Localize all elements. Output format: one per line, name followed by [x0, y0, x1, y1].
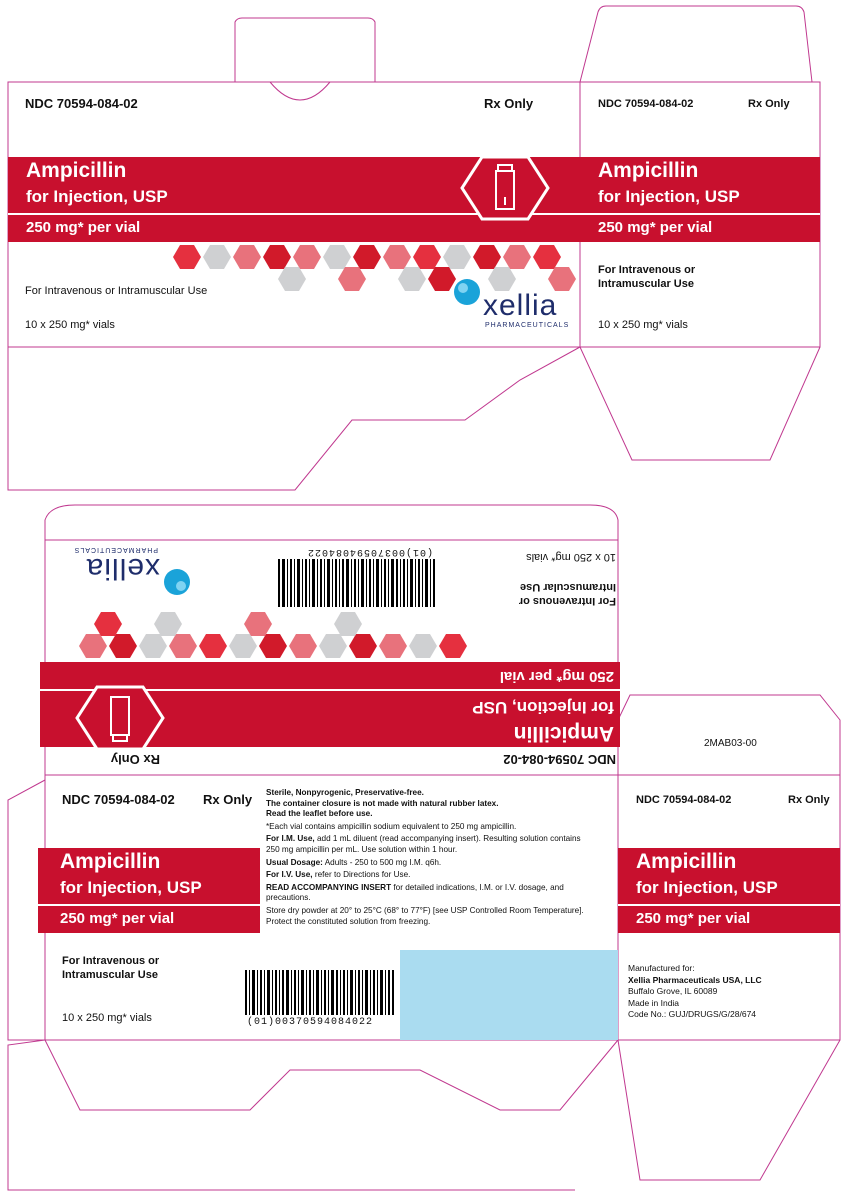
strength: 250 mg* per vial [598, 219, 713, 236]
vial-hexagon-icon [75, 683, 165, 753]
vial-hexagon-icon [460, 153, 550, 223]
ndc-flipped: NDC 70594-084-02 [503, 752, 616, 767]
hexagon-pattern [50, 610, 470, 660]
pack-count-flipped: 10 x 250 mg* vials [526, 551, 616, 563]
barcode [245, 970, 395, 1015]
varnish-free-area [400, 950, 618, 1040]
route-line2-bottom: Intramuscular Use [62, 969, 158, 981]
drug-name: Ampicillin [636, 850, 737, 873]
barcode-flipped [275, 559, 435, 607]
globe-logo-icon [452, 277, 482, 307]
route-line1-bottom: For Intravenous or [62, 955, 160, 967]
barcode-text: (01)00370594084022 [247, 1017, 374, 1028]
logo-wordmark: xellia [85, 552, 160, 585]
route-top-front: For Intravenous or Intramuscular Use [25, 285, 208, 297]
dosage-form: for Injection, USP [598, 187, 740, 206]
rx-only-flipped: Rx Only [110, 752, 160, 767]
drug-name: Ampicillin [513, 722, 614, 745]
dosage-form: for Injection, USP [636, 878, 778, 897]
info-line: *Each vial contains ampicillin sodium equivalent to 250 mg ampicillin. [266, 821, 517, 831]
pack-count-top-front: 10 x 250 mg* vials [25, 319, 115, 331]
product-band-top-side [580, 157, 820, 242]
dosage-form: for Injection, USP [60, 878, 202, 897]
barcode-text-flipped: (01)00370594084022 [306, 546, 433, 557]
info-line: Usual Dosage: Adults - 250 to 500 mg I.M. q6h. [266, 857, 442, 867]
ndc-top-front: NDC 70594-084-02 [25, 96, 138, 111]
manufacturer-info [628, 963, 762, 1021]
route-line2-top-side: Intramuscular Use [598, 278, 694, 290]
globe-logo-icon [162, 567, 192, 597]
info-line: Read the leaflet before use. [266, 809, 373, 819]
strength: 250 mg* per vial [636, 910, 751, 927]
strength: 250 mg* per vial [60, 910, 175, 927]
rx-only-top-side: Rx Only [748, 98, 790, 110]
manufacturer-line: Made in India [628, 997, 680, 1008]
pack-count-bottom: 10 x 250 mg* vials [62, 1012, 152, 1024]
product-band-bottom-side [618, 848, 840, 933]
manufacturer-line: Xellia Pharmaceuticals USA, LLC [628, 974, 762, 985]
manufacturer-line: Code No.: GUJ/DRUGS/G/28/674 [628, 1009, 757, 1019]
info-line: Protect the constituted solution from freezing. [266, 916, 431, 926]
manufacturer-line: Manufactured for: [628, 963, 695, 973]
drug-name: Ampicillin [598, 159, 699, 182]
info-line: READ ACCOMPANYING INSERT for detailed indications, I.M. or I.V. dosage, and [266, 882, 564, 892]
route-line1-flipped: For Intravenous or [518, 595, 616, 607]
info-line: precautions. [266, 893, 311, 903]
rx-only-top-front: Rx Only [484, 96, 534, 111]
product-band-bottom [38, 848, 260, 933]
artwork-code: 2MAB03-00 [704, 738, 757, 749]
drug-name: Ampicillin [26, 159, 127, 182]
strength: 250 mg* per vial [26, 219, 141, 236]
info-line: For I.V. Use, refer to Directions for Use. [266, 870, 411, 880]
rx-only-bottom: Rx Only [203, 792, 253, 807]
route-line2-flipped: Intramuscular Use [520, 581, 616, 593]
logo-subtitle: PHARMACEUTICALS [73, 546, 158, 553]
logo-wordmark: xellia [483, 289, 558, 322]
flipped-front-panel [40, 505, 620, 775]
info-line: Sterile, Nonpyrogenic, Preservative-free. [266, 788, 424, 797]
info-line: For I.M. Use, add 1 mL diluent (read accompanying insert). Resulting solution contains [266, 834, 581, 844]
info-line: The container closure is not made with natural rubber latex. [266, 798, 499, 808]
route-line1-top-side: For Intravenous or [598, 264, 696, 276]
drug-name: Ampicillin [60, 850, 161, 873]
ndc-bottom: NDC 70594-084-02 [62, 792, 175, 807]
info-line: 250 mg ampicillin per mL. Use solution within 1 hour. [266, 844, 458, 854]
strength: 250 mg* per vial [499, 668, 614, 685]
logo-subtitle: PHARMACEUTICALS [485, 322, 570, 329]
info-line: Store dry powder at 20° to 25°C (68° to 77°F) [see USP Controlled Room Temperature]. [266, 905, 584, 915]
hexagon-pattern [170, 243, 580, 293]
product-information [266, 788, 584, 927]
dosage-form: for Injection, USP [472, 698, 614, 717]
manufacturer-line: Buffalo Grove, IL 60089 [628, 986, 718, 996]
rx-only-bottom-side: Rx Only [788, 794, 830, 806]
pack-count-top-side: 10 x 250 mg* vials [598, 319, 688, 331]
ndc-top-side: NDC 70594-084-02 [598, 98, 694, 110]
dosage-form: for Injection, USP [26, 187, 168, 206]
ndc-bottom-side: NDC 70594-084-02 [636, 794, 732, 806]
